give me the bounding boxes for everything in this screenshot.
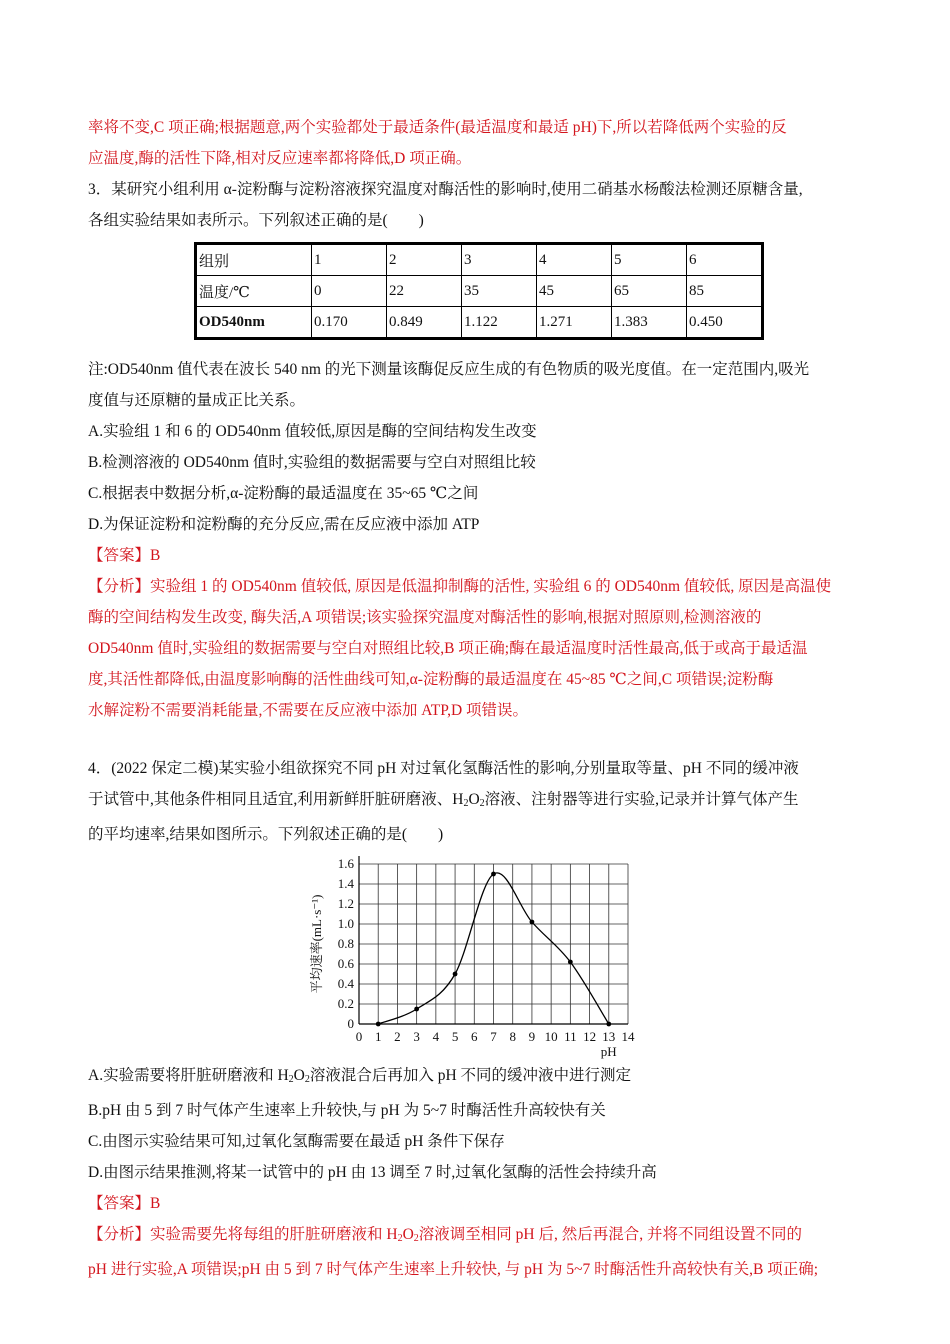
x-tick-label: 2: [394, 1029, 401, 1044]
q4-chart: [88, 850, 868, 1060]
table-row-temperature: [196, 276, 763, 307]
q3-note-line-1: 注:OD540nm 值代表在波长 540 nm 的光下测量该酶促反应生成的有色物质的吸光度值。在一定范围内,吸光: [88, 361, 810, 378]
y-tick-label: 0: [347, 1016, 354, 1031]
y-tick-label: 1.0: [337, 916, 354, 931]
x-tick-label: 14: [621, 1029, 635, 1044]
x-axis-label: pH: [600, 1044, 617, 1059]
row-header-od: OD540nm: [196, 307, 312, 339]
x-tick-label: 13: [602, 1029, 616, 1044]
ph-rate-chart: [88, 850, 868, 1060]
q4-option-a: A.实验需要将肝脏研磨液和 $H_2O_2$溶液混合后再加入 pH 不同的缓冲液中进行测定: [88, 1067, 632, 1085]
q4-stem-line-1: 4．(2022 保定二模)某实验小组欲探究不同 pH 对过氧化氢酶活性的影响,分别量取等量、pH 不同的缓冲液: [88, 760, 799, 777]
table-cell: 0: [312, 276, 387, 307]
row-header-group: 组别: [196, 244, 312, 276]
data-point: [414, 1007, 419, 1012]
table-cell: 2: [387, 244, 462, 276]
y-tick-label: 1.4: [337, 876, 354, 891]
q4-option-c: C.由图示实验结果可知,过氧化氢酶需要在最适 pH 条件下保存: [88, 1133, 505, 1150]
y-tick-label: 0.4: [337, 976, 354, 991]
x-tick-label: 4: [432, 1029, 440, 1044]
data-point: [491, 872, 496, 877]
x-tick-label: 1: [374, 1029, 382, 1044]
data-point: [568, 960, 573, 965]
q3-option-d: D.为保证淀粉和淀粉酶的充分反应,需在反应液中添加 ATP: [88, 516, 480, 533]
table-row-group: [196, 244, 763, 276]
row-header-temperature: 温度/℃: [196, 276, 312, 307]
table-cell: 0.170: [312, 307, 387, 339]
x-tick-label: 3: [413, 1029, 420, 1044]
table-cell: 35: [462, 276, 537, 307]
table-cell: 22: [387, 276, 462, 307]
q4-analysis-line-2: pH 进行实验,A 项错误;pH 由 5 到 7 时气体产生速率上升较快, 与 pH 为 5~7 时酶活性升高较快有关,B 项正确;: [88, 1261, 819, 1278]
y-tick-label: 1.6: [337, 856, 354, 871]
q3-option-c: C.根据表中数据分析,α-淀粉酶的最适温度在 35~65 ℃之间: [88, 485, 479, 502]
x-tick-label: 7: [490, 1029, 497, 1044]
q3-analysis-line-5: 水解淀粉不需要消耗能量,不需要在反应液中添加 ATP,D 项错误。: [88, 702, 529, 719]
y-tick-label: 0.8: [337, 936, 354, 951]
q3-answer: 【答案】B: [88, 547, 161, 564]
table-cell: 6: [687, 244, 763, 276]
q4-option-d: D.由图示结果推测,将某一试管中的 pH 由 13 调至 7 时,过氧化氢酶的活性会持续升高: [88, 1164, 657, 1181]
x-tick-label: 10: [544, 1029, 558, 1044]
prev-analysis-line-2: 应温度,酶的活性下降,相对反应速率都将降低,D 项正确。: [88, 150, 472, 167]
q4-stem-line-2: 于试管中,其他条件相同且适宜,利用新鲜肝脏研磨液、$H_2O_2$溶液、注射器等进行实验,记录并计算气体产生: [88, 791, 799, 809]
data-point: [530, 920, 535, 925]
table-cell: 3: [462, 244, 537, 276]
table-row-od: [196, 307, 763, 339]
y-tick-label: 0.2: [337, 996, 354, 1011]
q4-stem-line-3: 的平均速率,结果如图所示。下列叙述正确的是( ): [88, 826, 444, 843]
table-cell: 1.271: [537, 307, 612, 339]
x-tick-label: 8: [509, 1029, 516, 1044]
y-tick-label: 0.6: [337, 956, 354, 971]
q3-analysis-line-1: 【分析】实验组 1 的 OD540nm 值较低, 原因是低温抑制酶的活性, 实验组 6 的 OD540nm 值较低, 原因是高温使: [88, 578, 832, 595]
table-cell: 65: [612, 276, 687, 307]
q4-option-b: B.pH 由 5 到 7 时气体产生速率上升较快,与 pH 为 5~7 时酶活性升高较快有关: [88, 1102, 606, 1119]
data-point: [376, 1022, 381, 1027]
table-cell: 85: [687, 276, 763, 307]
y-axis-label: 平均速率(mL·s⁻¹): [309, 894, 324, 994]
table-cell: 0.450: [687, 307, 763, 339]
q3-stem-line-1: 3．某研究小组利用 α-淀粉酶与淀粉溶液探究温度对酶活性的影响时,使用二硝基水杨酸法检测还原糖含量,: [88, 181, 803, 198]
x-tick-label: 0: [355, 1029, 363, 1044]
data-point: [453, 972, 458, 977]
x-tick-label: 9: [528, 1029, 536, 1044]
q3-option-b: B.检测溶液的 OD540nm 值时,实验组的数据需要与空白对照组比较: [88, 454, 536, 471]
q4-answer: 【答案】B: [88, 1195, 161, 1212]
q3-stem-line-2: 各组实验结果如表所示。下列叙述正确的是( ): [88, 212, 424, 229]
prev-analysis-line-1: 率将不变,C 项正确;根据题意,两个实验都处于最适条件(最适温度和最适 pH)下,所以若降低两个实验的反: [88, 119, 787, 136]
table-cell: 1.122: [462, 307, 537, 339]
table-cell: 1.383: [612, 307, 687, 339]
data-point: [606, 1022, 611, 1027]
x-tick-label: 5: [451, 1029, 459, 1044]
x-tick-label: 12: [583, 1029, 597, 1044]
table-cell: 1: [312, 244, 387, 276]
table-cell: 45: [537, 276, 612, 307]
q3-analysis-line-4: 度,其活性都降低,由温度影响酶的活性曲线可知,α-淀粉酶的最适温度在 45~85 ℃之间,C 项错误;淀粉酶: [88, 671, 774, 688]
q3-analysis-line-3: OD540nm 值时,实验组的数据需要与空白对照组比较,B 项正确;酶在最适温度时活性最高,低于或高于最适温: [88, 640, 808, 657]
table-cell: 5: [612, 244, 687, 276]
table-cell: 4: [537, 244, 612, 276]
q3-analysis-line-2: 酶的空间结构发生改变, 酶失活,A 项错误;该实验探究温度对酶活性的影响,根据对照原则,检测溶液的: [88, 609, 762, 626]
page: [88, 112, 868, 1285]
x-tick-label: 6: [471, 1029, 478, 1044]
q3-option-a: A.实验组 1 和 6 的 OD540nm 值较低,原因是酶的空间结构发生改变: [88, 423, 537, 440]
x-tick-label: 11: [564, 1029, 577, 1044]
q3-note-line-2: 度值与还原糖的量成正比关系。: [88, 392, 306, 409]
q4-analysis-line-1: 【分析】实验需要先将每组的肝脏研磨液和 $H_2O_2$溶液调至相同 pH 后, 然后再混合, 并将不同组设置不同的: [88, 1226, 802, 1244]
q3-table: [194, 242, 764, 340]
table-cell: 0.849: [387, 307, 462, 339]
y-tick-label: 1.2: [337, 896, 354, 911]
